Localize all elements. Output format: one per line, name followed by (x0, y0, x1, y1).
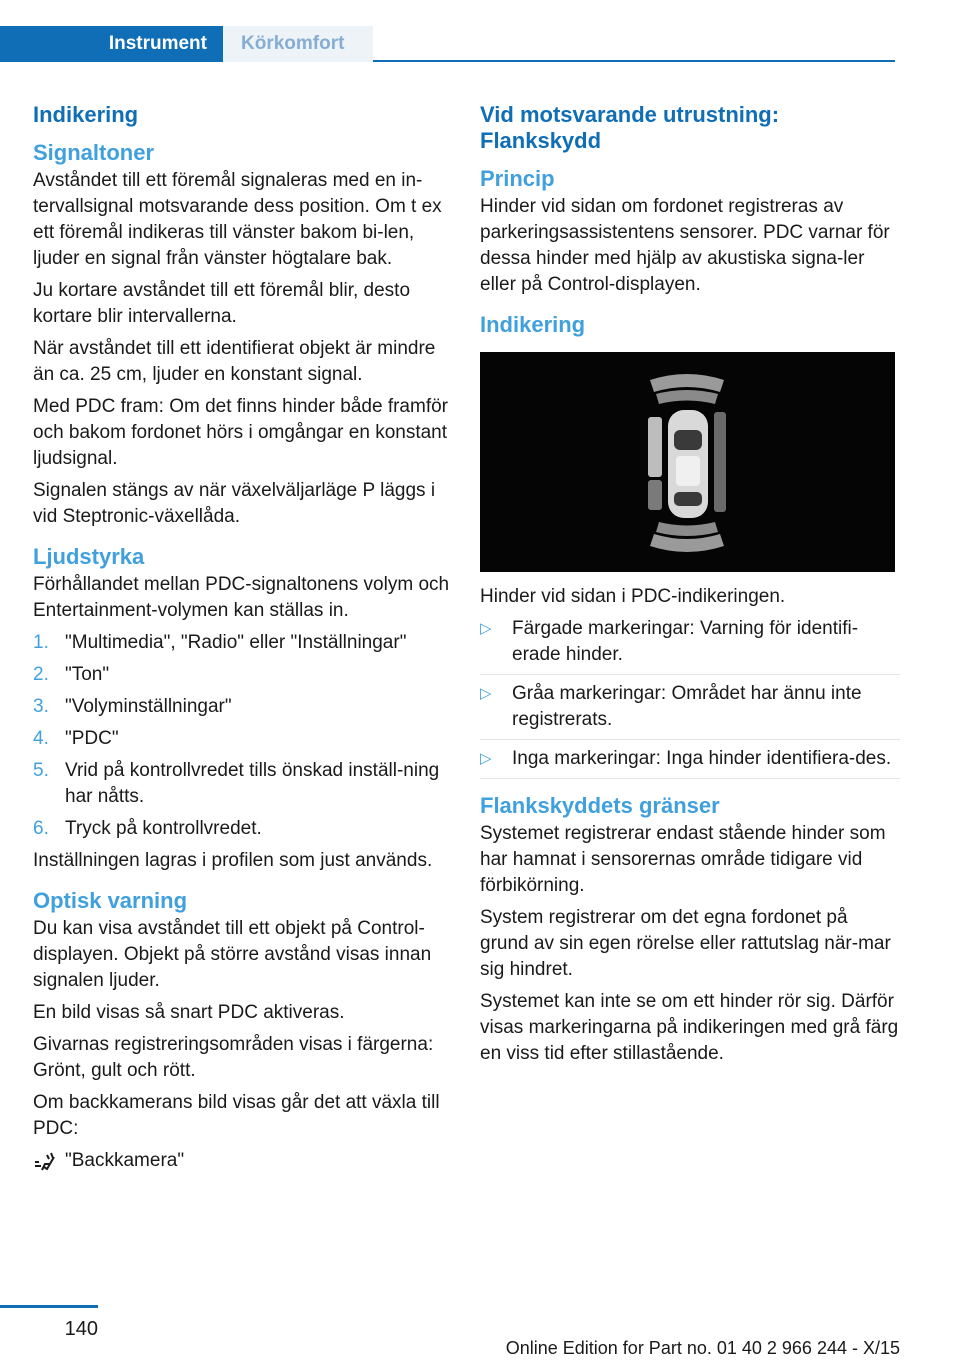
step-text: "Ton" (65, 664, 110, 685)
step-text: Vrid på kontrollvredet tills önskad inställ-ning har nåtts. (65, 760, 440, 807)
steps-list (33, 630, 453, 842)
list-item (33, 758, 453, 810)
paragraph: Förhållandet mellan PDC-signaltonens volym och Entertainment-volymen kan ställas in. (33, 574, 450, 621)
paragraph: Avståndet till ett föremål signaleras med en in-tervallsignal motsvarande dess position. Om t ex ett föremål indikeras till vänster bakom bi-len, ljuder en signal från vänster högtalare bak. (33, 170, 442, 269)
paragraph: Systemet registrerar endast stående hinder som har hamnat i sensorernas område tidigare vid förbikörning. (480, 823, 886, 896)
paragraph: När avståndet till ett identifierat objekt är mindre än ca. 25 cm, ljuder en konstant signal. (33, 338, 436, 385)
triangle-bullet-icon: ▷ (480, 620, 492, 637)
paragraph: Systemet kan inte se om ett hinder rör sig. Därför visas markeringarna på indikeringen med grå färg en viss tid efter stillastående. (480, 991, 899, 1064)
pdc-car-illustration (480, 352, 895, 572)
paragraph: Om backkamerans bild visas går det att växla till PDC: (33, 1092, 440, 1139)
paragraph: Ju kortare avståndet till ett föremål blir, desto kortare blir intervallerna. (33, 280, 411, 327)
footer-rule (0, 1305, 98, 1308)
subheading-optisk-varning: Optisk varning (33, 888, 188, 913)
marker-legend-list (480, 616, 900, 779)
pdc-display-figure (480, 352, 895, 572)
step-number: 2. (33, 664, 49, 685)
step-number: 1. (33, 632, 49, 653)
list-item (33, 694, 453, 720)
subheading-princip: Princip (480, 166, 555, 191)
section-heading-flankskydd: Vid motsvarande utrustning: Flankskydd (480, 102, 780, 153)
step-text: Tryck på kontrollvredet. (65, 818, 262, 839)
left-column (33, 100, 453, 1174)
list-item (33, 816, 453, 842)
step-number: 4. (33, 728, 49, 749)
subheading-indikering: Indikering (480, 312, 586, 337)
step-text: "Volyminställningar" (65, 696, 232, 717)
bullet-text: Färgade markeringar: Varning för identifi-erade hinder. (512, 618, 859, 665)
paragraph: Signalen stängs av när växelväljarläge P läggs i vid Steptronic-växellåda. (33, 480, 436, 527)
step-number: 6. (33, 818, 49, 839)
subheading-signaltoner: Signaltoner (33, 140, 155, 165)
list-item (33, 726, 453, 752)
paragraph: Givarnas registreringsområden visas i färgerna: Grönt, gult och rött. (33, 1034, 434, 1081)
paragraph: System registrerar om det egna fordonet på grund av sin egen rörelse eller rattutslag när-mar sig hindret. (480, 907, 891, 980)
tab-instrument[interactable]: Instrument (0, 26, 223, 62)
menu-item-backkamera: "Backkamera" (65, 1150, 185, 1171)
page-number: 140 (64, 1318, 98, 1340)
bullet-text: Gråa markeringar: Området har ännu inte registrerats. (512, 683, 862, 730)
subheading-ljudstyrka: Ljudstyrka (33, 544, 145, 569)
pdc-sensor-icon (33, 1151, 57, 1173)
figure-caption: Hinder vid sidan i PDC-indikeringen. (480, 586, 786, 607)
paragraph: Med PDC fram: Om det finns hinder både framför och bakom fordonet hörs i omgångar en konstant ljudsignal. (33, 396, 448, 469)
list-item (480, 746, 900, 779)
list-item (480, 681, 900, 740)
list-item (33, 662, 453, 688)
step-number: 5. (33, 760, 49, 781)
list-item (480, 616, 900, 675)
step-text: "PDC" (65, 728, 119, 749)
subheading-flankskyddets-granser: Flankskyddets gränser (480, 793, 720, 818)
icon-menu-item (33, 1148, 453, 1174)
paragraph: Inställningen lagras i profilen som just används. (33, 850, 433, 871)
list-item (33, 630, 453, 656)
paragraph: En bild visas så snart PDC aktiveras. (33, 1002, 345, 1023)
right-column (480, 100, 900, 1073)
step-number: 3. (33, 696, 49, 717)
step-text: "Multimedia", "Radio" eller "Inställningar" (65, 632, 407, 653)
bullet-text: Inga markeringar: Inga hinder identifiera-des. (512, 748, 892, 769)
triangle-bullet-icon: ▷ (480, 685, 492, 702)
triangle-bullet-icon: ▷ (480, 750, 492, 767)
paragraph: Du kan visa avståndet till ett objekt på Control-displayen. Objekt på större avstånd visas innan signalen ljuder. (33, 918, 432, 991)
tab-korkomfort[interactable]: Körkomfort (223, 26, 373, 62)
chapter-tabbar (0, 26, 895, 62)
paragraph: Hinder vid sidan om fordonet registreras av parkeringsassistentens sensorer. PDC varnar för dessa hinder med hjälp av akustiska signa-ler eller på Control-displayen. (480, 196, 890, 295)
section-heading-indikering: Indikering (33, 102, 139, 127)
edition-note: Online Edition for Part no. 01 40 2 966 244 - X/15 (505, 1338, 900, 1358)
